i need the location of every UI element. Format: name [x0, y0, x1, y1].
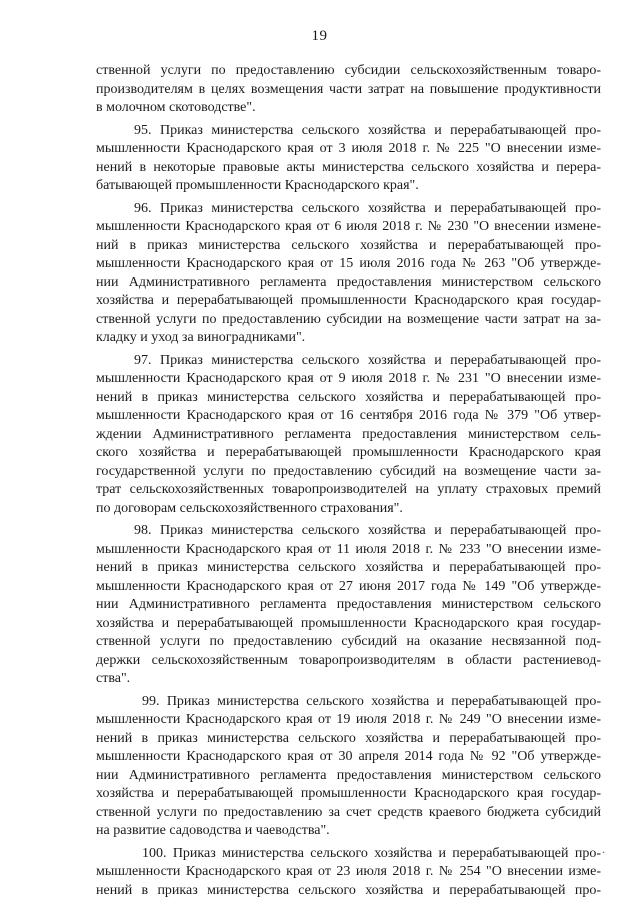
text-line: нений в приказ министерства сельского хозяйства и перерабатывающей про- [96, 560, 601, 575]
text-line: 98. Приказ министерства сельского хозяйства и перерабатывающей про- [134, 523, 601, 538]
text-line: батывающей промышленности Краснодарского края". [96, 178, 419, 193]
text-line: хозяйства и перерабатывающей промышленности Краснодарского края государ- [96, 293, 601, 308]
text-line: в молочном скотоводстве". [96, 100, 256, 115]
text-line: государственной услуги по предоставлению субсидий на возмещение части за- [96, 463, 601, 479]
text-line: ского хозяйства и перерабатывающей промышленности Краснодарского края [96, 445, 601, 460]
text-line: ственной услуги по предоставлению за счет средств краевого бюджета субсидий [96, 804, 601, 820]
text-line: 95. Приказ министерства сельского хозяйства и перерабатывающей про- [134, 122, 601, 138]
text-line: 99. Приказ министерства сельского хозяйства и перерабатывающей про- [142, 693, 601, 709]
text-line: производителям в целях возмещения части затрат на повышение продуктивности [96, 81, 601, 97]
text-line: ний в приказ министерства сельского хозяйства и перерабатывающей про- [96, 237, 601, 253]
text-line: ственной услуги по предоставлению субсидий на оказание несвязанной под- [96, 634, 601, 649]
text-line: на развитие садоводства и чаеводства". [96, 823, 330, 838]
paragraph-item-96 [96, 200, 601, 348]
paragraph-item-97 [96, 352, 601, 519]
text-line: нений в приказ министерства сельского хозяйства и перерабатывающей про- [96, 389, 601, 405]
text-line: нений в некоторые правовые акты министерства сельского хозяйства и перера- [96, 159, 601, 175]
text-line: трат сельскохозяйственных товаропроизводителей на уплату страховых премий [96, 482, 601, 497]
text-line: мышленности Краснодарского края от 3 июля 2018 г. № 225 "О внесении изме- [96, 141, 601, 156]
text-line: ства". [96, 671, 131, 686]
text-line: нений в приказ министерства сельского хозяйства и перерабатывающей про- [96, 882, 601, 898]
text-line: ждении Административного регламента предоставления министерством сель- [96, 426, 601, 442]
paragraph-item-98 [96, 522, 601, 689]
text-line: хозяйства и перерабатывающей промышленности Краснодарского края государ- [96, 786, 601, 801]
text-line: хозяйства и перерабатывающей промышленности Краснодарского края государ- [96, 615, 601, 631]
text-line: 100. Приказ министерства сельского хозяйства и перерабатывающей про- [142, 845, 601, 861]
text-line: 97. Приказ министерства сельского хозяйства и перерабатывающей про- [134, 352, 601, 368]
paragraph-item-99 [96, 693, 601, 841]
text-line: мышленности Краснодарского края от 23 июля 2018 г. № 254 "О внесении изме- [96, 864, 601, 879]
text-line: мышленности Краснодарского края от 16 сентября 2016 года № 379 "Об утвер- [96, 408, 601, 423]
document-body [96, 62, 601, 904]
text-line: ственной услуги по предоставлению субсидии на возмещение части затрат на за- [96, 311, 601, 327]
text-line: мышленности Краснодарского края от 6 июля 2018 г. № 230 "О внесении измене- [96, 219, 601, 234]
text-line: 96. Приказ министерства сельского хозяйства и перерабатывающей про- [134, 200, 601, 216]
text-line: кладку и уход за виноградниками". [96, 330, 306, 345]
text-line: мышленности Краснодарского края от 11 июля 2018 г. № 233 "О внесении изме- [96, 541, 601, 557]
text-line: нии Административного регламента предоставления министерством сельского [96, 597, 601, 612]
paragraph-item-95 [96, 122, 601, 196]
paragraph-continuation [96, 62, 601, 118]
text-line: нений в приказ министерства сельского хозяйства и перерабатывающей про- [96, 730, 601, 746]
text-line: мышленности Краснодарского края от 30 апреля 2014 года № 92 "Об утвержде- [96, 749, 601, 764]
paragraph-item-100 [96, 845, 601, 901]
text-line: ственной услуги по предоставлению субсидии сельскохозяйственным товаро- [96, 63, 601, 78]
text-line: нии Административного регламента предоставления министерством сельского [96, 274, 601, 290]
page-number: 19 [311, 28, 328, 44]
text-line: нии Административного регламента предоставления министерством сельского [96, 767, 601, 783]
text-line: мышленности Краснодарского края от 9 июля 2018 г. № 231 "О внесении изме- [96, 371, 601, 386]
text-line: мышленности Краснодарского края от 19 июля 2018 г. № 249 "О внесении изме- [96, 712, 601, 727]
text-line: держки сельскохозяйственным товаропроизводителям в области растениевод- [96, 652, 601, 668]
text-line: по договорам сельскохозяйственного страхования". [96, 500, 403, 516]
scan-mark: . [602, 842, 605, 856]
text-line: мышленности Краснодарского края от 15 июля 2016 года № 263 "Об утвержде- [96, 256, 601, 271]
text-line: мышленности Краснодарского края от 27 июня 2017 года № 149 "Об утвержде- [96, 578, 601, 594]
